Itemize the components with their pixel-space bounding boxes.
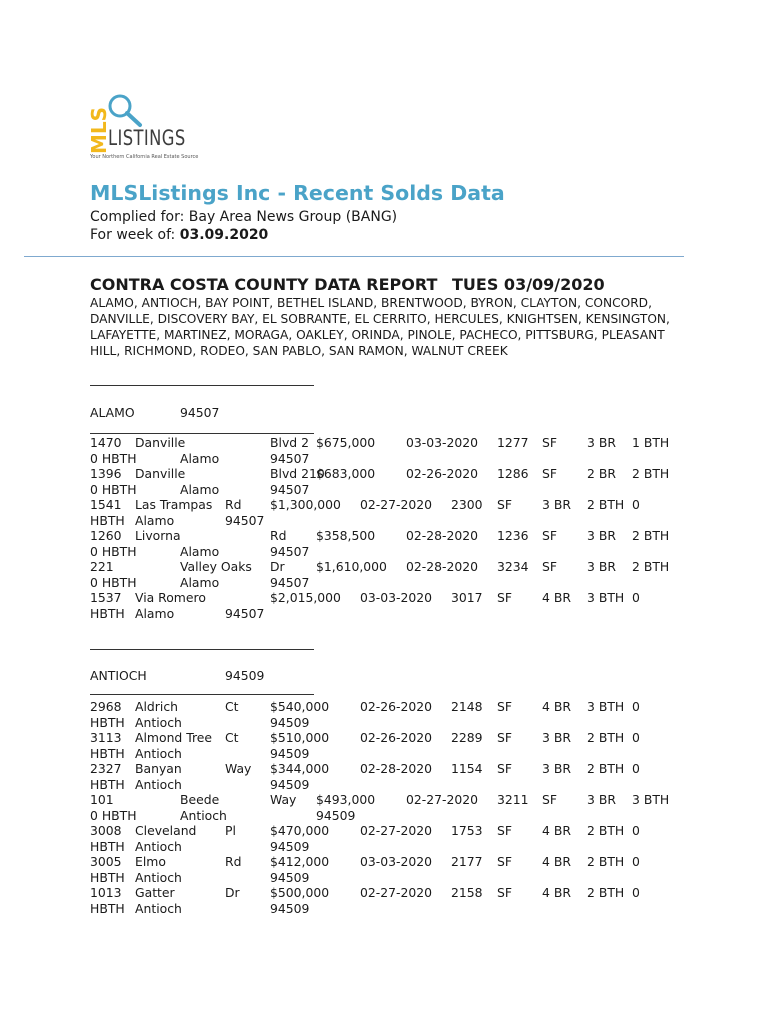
listing-kind: SF [542, 466, 557, 481]
mlslistings-logo [87, 92, 220, 164]
listing-sqft: 2289 [451, 730, 483, 745]
listing-num: 3005 [90, 854, 122, 869]
logo-mark: MLS [87, 106, 111, 154]
listing-hbth: 0 HBTH [90, 543, 137, 559]
listing-type: Way [270, 792, 297, 807]
listing-street: Livorna [135, 528, 181, 543]
logo-tagline: Your Northern California Real Estate Source [90, 154, 199, 160]
listing-kind: SF [497, 497, 512, 512]
listing-date: 02-28-2020 [360, 761, 433, 776]
listing-price: $344,000 [270, 761, 330, 776]
listing-sqft: 3234 [497, 559, 529, 574]
listing-br: 4 BR [542, 699, 571, 714]
listing-hbth: 0 HBTH [90, 481, 137, 497]
listing-date: 02-26-2020 [360, 699, 433, 714]
listing-zip: 94507 [270, 574, 310, 590]
listing-br: 3 BR [587, 435, 616, 450]
listing-date: 02-27-2020 [360, 497, 433, 512]
listing-kind: SF [497, 823, 512, 838]
listing-bth: 2 BTH [632, 466, 670, 481]
listing-num: 2327 [90, 761, 122, 776]
listing-hbth2: HBTH [90, 512, 125, 528]
listing-hbth2: HBTH [90, 776, 125, 792]
listing-city: Antioch [180, 807, 227, 823]
listing-zip: 94507 [270, 543, 310, 559]
listing-hbth: 0 [632, 699, 640, 714]
section-rule [90, 694, 314, 695]
listing-street: Danville [135, 435, 186, 450]
listing-type: Pl [225, 823, 236, 838]
listing-bth: 2 BTH [587, 854, 625, 869]
listing-city: Antioch [135, 776, 182, 792]
listing-date: 02-27-2020 [360, 885, 433, 900]
listing-price: $493,000 [316, 792, 376, 807]
listing-hbth: 0 [632, 497, 640, 512]
listing-sqft: 3211 [497, 792, 529, 807]
listing-kind: SF [497, 885, 512, 900]
week-of-value: 03.09.2020 [179, 227, 269, 243]
listing-hbth2: HBTH [90, 869, 125, 885]
listing-br: 3 BR [587, 559, 616, 574]
listing-br: 3 BR [587, 792, 616, 807]
listing-hbth2: HBTH [90, 900, 125, 916]
listing-type: Blvd 2 [270, 435, 309, 450]
listing-city: Alamo [135, 512, 175, 528]
listing-hbth: 0 [632, 590, 640, 605]
listing-city: Alamo [180, 574, 220, 590]
listing-date: 03-03-2020 [360, 854, 433, 869]
listing-price: $540,000 [270, 699, 330, 714]
listing-street: Cleveland [135, 823, 197, 838]
listing-date: 03-03-2020 [360, 590, 433, 605]
listing-price: $683,000 [316, 466, 376, 481]
listing-num: 1013 [90, 885, 122, 900]
listing-sqft: 2300 [451, 497, 483, 512]
listing-num: 1470 [90, 435, 122, 450]
listing-br: 4 BR [542, 885, 571, 900]
listing-date: 02-27-2020 [360, 823, 433, 838]
listing-br: 3 BR [542, 761, 571, 776]
listing-zip: 94509 [270, 714, 310, 730]
listing-kind: SF [542, 559, 557, 574]
listing-sqft: 1154 [451, 761, 483, 776]
listing-kind: SF [542, 792, 557, 807]
listing-bth: 2 BTH [587, 730, 625, 745]
listing-hbth2: HBTH [90, 605, 125, 621]
listing-price: $500,000 [270, 885, 330, 900]
listing-zip: 94507 [270, 481, 310, 497]
compiled-for-value: Bay Area News Group (BANG) [188, 209, 398, 225]
listing-bth: 2 BTH [632, 559, 670, 574]
listing-date: 02-26-2020 [360, 730, 433, 745]
listing-hbth: 0 [632, 730, 640, 745]
listing-sqft: 1236 [497, 528, 529, 543]
listing-num: 221 [90, 559, 114, 574]
listing-street: Banyan [135, 761, 182, 776]
listing-zip: 94509 [270, 869, 310, 885]
section-rule [90, 433, 314, 434]
listing-num: 101 [90, 792, 114, 807]
listing-hbth: 0 [632, 854, 640, 869]
listing-kind: SF [497, 699, 512, 714]
listing-br: 3 BR [542, 497, 571, 512]
listing-bth: 3 BTH [587, 590, 625, 605]
listing-bth: 2 BTH [587, 497, 625, 512]
listing-sqft: 3017 [451, 590, 483, 605]
listing-hbth: 0 HBTH [90, 574, 137, 590]
listing-bth: 3 BTH [632, 792, 670, 807]
listing-br: 3 BR [542, 730, 571, 745]
listing-price: $675,000 [316, 435, 376, 450]
week-of [90, 227, 268, 243]
header-divider [24, 256, 684, 257]
listing-city: Alamo [180, 481, 220, 497]
listing-street: Las Trampas [135, 497, 213, 512]
section-zip: 94507 [180, 405, 220, 420]
listing-city: Antioch [135, 869, 182, 885]
listing-city: Antioch [135, 745, 182, 761]
listing-street: Beede [180, 792, 220, 807]
listing-price: $2,015,000 [270, 590, 341, 605]
listing-br: 4 BR [542, 823, 571, 838]
compiled-for [90, 209, 397, 225]
section-city: ALAMO [90, 405, 135, 420]
section-rule [90, 385, 314, 386]
listing-type: Ct [225, 730, 239, 745]
week-of-label: For week of: [90, 227, 180, 243]
listing-num: 2968 [90, 699, 122, 714]
listing-sqft: 1286 [497, 466, 529, 481]
listing-street: Aldrich [135, 699, 178, 714]
listing-price: $510,000 [270, 730, 330, 745]
listing-kind: SF [542, 435, 557, 450]
listing-city: Alamo [180, 450, 220, 466]
listing-bth: 2 BTH [587, 823, 625, 838]
listing-num: 1537 [90, 590, 122, 605]
listing-type: Way [225, 761, 252, 776]
listing-street: Valley Oaks [180, 559, 252, 574]
section-zip: 94509 [225, 668, 265, 683]
listing-num: 1396 [90, 466, 122, 481]
page-title: MLSListings Inc - Recent Solds Data [90, 181, 505, 205]
listing-city: Antioch [135, 900, 182, 916]
listing-price: $1,610,000 [316, 559, 387, 574]
listing-type: Blvd 210 [270, 466, 325, 481]
listing-br: 2 BR [587, 466, 616, 481]
listing-bth: 2 BTH [632, 528, 670, 543]
listing-city: Alamo [135, 605, 175, 621]
listing-zip: 94509 [270, 776, 310, 792]
listing-street: Danville [135, 466, 186, 481]
listing-kind: SF [542, 528, 557, 543]
listing-kind: SF [497, 854, 512, 869]
listing-zip: 94509 [316, 807, 356, 823]
listing-bth: 2 BTH [587, 761, 625, 776]
listing-type: Rd [270, 528, 287, 543]
listing-hbth: 0 [632, 761, 640, 776]
listing-hbth2: HBTH [90, 745, 125, 761]
listing-price: $1,300,000 [270, 497, 341, 512]
listing-br: 3 BR [587, 528, 616, 543]
section-rule [90, 649, 314, 650]
listing-city: Antioch [135, 838, 182, 854]
listing-num: 3008 [90, 823, 122, 838]
logo-wordmark: LISTINGS [108, 126, 186, 150]
report-date: TUES 03/09/2020 [452, 275, 605, 294]
listing-type: Dr [270, 559, 285, 574]
listing-street: Almond Tree [135, 730, 213, 745]
listing-br: 4 BR [542, 590, 571, 605]
listing-zip: 94509 [270, 838, 310, 854]
listing-sqft: 2158 [451, 885, 483, 900]
listing-sqft: 1753 [451, 823, 483, 838]
listing-num: 3113 [90, 730, 122, 745]
listing-type: Dr [225, 885, 240, 900]
listing-kind: SF [497, 590, 512, 605]
listing-street: Gatter [135, 885, 175, 900]
listing-hbth: 0 [632, 823, 640, 838]
listing-type: Ct [225, 699, 239, 714]
listing-zip: 94507 [225, 512, 265, 528]
listing-zip: 94509 [270, 900, 310, 916]
report-heading: CONTRA COSTA COUNTY DATA REPORT [90, 275, 438, 294]
listing-sqft: 1277 [497, 435, 529, 450]
listing-zip: 94509 [270, 745, 310, 761]
listing-date: 02-28-2020 [406, 528, 479, 543]
listing-zip: 94507 [270, 450, 310, 466]
listing-kind: SF [497, 761, 512, 776]
listing-zip: 94507 [225, 605, 265, 621]
section-city: ANTIOCH [90, 668, 147, 683]
listing-bth: 2 BTH [587, 885, 625, 900]
listing-date: 02-28-2020 [406, 559, 479, 574]
listing-num: 1541 [90, 497, 122, 512]
listing-date: 02-27-2020 [406, 792, 479, 807]
listing-bth: 1 BTH [632, 435, 670, 450]
listing-hbth: 0 [632, 885, 640, 900]
listing-date: 03-03-2020 [406, 435, 479, 450]
listing-price: $358,500 [316, 528, 376, 543]
listing-hbth: 0 HBTH [90, 450, 137, 466]
listing-street: Via Romero [135, 590, 206, 605]
listing-bth: 3 BTH [587, 699, 625, 714]
city-list: ALAMO, ANTIOCH, BAY POINT, BETHEL ISLAND, BRENTWOOD, BYRON, CLAYTON, CONCORD, DANVILLE, DISCOVERY BAY, EL SOBRANTE, EL CERRITO, HERCULES, KNIGHTSEN, KENSINGTON, LAFAYETTE, MARTINEZ, MORAGA, OAKLEY, ORINDA, PINOLE, PACHECO, PITTSBURG, PLEASANT HILL, RICHMOND, RODEO, SAN PABLO, SAN RAMON, WALNUT CREEK [90, 296, 670, 358]
listing-price: $470,000 [270, 823, 330, 838]
listing-price: $412,000 [270, 854, 330, 869]
listing-city: Alamo [180, 543, 220, 559]
listing-hbth2: HBTH [90, 838, 125, 854]
listing-date: 02-26-2020 [406, 466, 479, 481]
listing-num: 1260 [90, 528, 122, 543]
listing-hbth: 0 HBTH [90, 807, 137, 823]
listing-city: Antioch [135, 714, 182, 730]
listing-type: Rd [225, 497, 242, 512]
listing-sqft: 2177 [451, 854, 483, 869]
listing-br: 4 BR [542, 854, 571, 869]
compiled-for-label: Complied for: [90, 209, 189, 225]
listing-hbth2: HBTH [90, 714, 125, 730]
listing-kind: SF [497, 730, 512, 745]
listing-street: Elmo [135, 854, 166, 869]
listing-sqft: 2148 [451, 699, 483, 714]
listing-type: Rd [225, 854, 242, 869]
